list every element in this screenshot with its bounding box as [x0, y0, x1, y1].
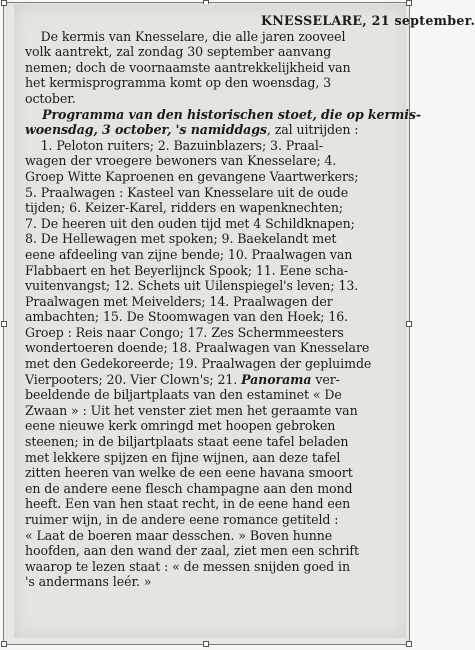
text-run: met lekkere spijzen en fijne wijnen, aan deze tafel [25, 449, 341, 465]
text-run: en de andere eene flesch champagne aan den mond [25, 480, 353, 496]
text-run: Vierpooters; 20. Vier Clown's; 21. [25, 371, 242, 387]
text-run: Panorama [241, 371, 312, 387]
article-line [25, 481, 399, 497]
text-run: ver- [311, 371, 340, 387]
resize-handle-top-right[interactable] [406, 0, 412, 6]
text-run: tijden; 6. Keizer-Karel, ridders en wapenknechten; [25, 200, 344, 216]
article-line [25, 434, 399, 450]
article-headline [25, 13, 475, 29]
article-line [25, 247, 399, 263]
resize-handle-bottom-left[interactable] [1, 641, 7, 647]
text-run: wagen der vroegere bewoners van Knesselare; 4. [25, 153, 337, 169]
text-run: 7. De heeren uit den ouden tijd met 4 Schildknapen; [25, 215, 355, 231]
article-line [25, 574, 399, 590]
text-run: nemen; doch de voornaamste aantrekkelijkheid van [25, 59, 351, 75]
article-line [25, 356, 399, 372]
text-run: 8. De Hellewagen met spoken; 9. Baekelandt met [25, 231, 337, 247]
article-line [25, 496, 399, 512]
text-run: ruimer wijn, in de andere eene romance getiteld : [25, 512, 339, 527]
article-line [25, 91, 399, 107]
text-run: woensdag, 3 october, 's namiddags [25, 122, 267, 138]
article-line [25, 465, 399, 481]
article-line [25, 29, 399, 45]
text-run: waarop te lezen staat : « de messen snijden goed in [25, 558, 350, 574]
text-run: vuitenvangst; 12. Schets uit Uilenspiegel's leven; 13. [25, 278, 359, 294]
article-line [25, 216, 399, 232]
article-line [25, 44, 399, 60]
article-line [25, 138, 399, 154]
text-run: eene nieuwe kerk omringd met hoopen gebroken [25, 418, 336, 434]
article-line [25, 200, 399, 216]
text-run: ambachten; 15. De Stoomwagen van den Hoek; 16. [25, 309, 349, 325]
text-run: 1. Peloton ruiters; 2. Bazuinblazers; 3. Praal- [25, 137, 323, 153]
text-run: Praalwagen met Meivelders; 14. Praalwagen der [25, 293, 333, 309]
article-line [25, 231, 399, 247]
article-line [25, 325, 399, 341]
text-run: , zal uitrijden : [266, 122, 359, 138]
text-run: Groep Witte Kaproenen en gevangene Vaartwerkers; [25, 168, 359, 184]
article-line [25, 294, 399, 310]
text-run: zitten heeren van welke de een eene havana smoort [25, 465, 353, 481]
resize-handle-middle-right[interactable] [406, 321, 412, 327]
article-line [25, 75, 399, 91]
text-run: met den Gedekoreerde; 19. Praalwagen der gepluimde [25, 356, 372, 372]
article-line [25, 372, 399, 388]
article-line [25, 418, 399, 434]
newspaper-clipping [14, 4, 475, 638]
resize-handle-middle-left[interactable] [1, 321, 7, 327]
resize-handle-bottom-middle[interactable] [203, 641, 209, 647]
text-run: october. [25, 90, 76, 106]
text-run: 5. Praalwagen : Kasteel van Knesselare uit de oude [25, 184, 349, 200]
text-run: Programma van den historischen stoet, die op kermis- [25, 106, 422, 122]
article-line [25, 512, 399, 528]
article-body [25, 13, 475, 590]
text-run: wondertoeren doende; 18. Praalwagen van Knesselare [25, 340, 370, 356]
text-run: KNESSELARE, 21 september. [261, 13, 475, 28]
resize-handle-top-left[interactable] [1, 0, 7, 6]
text-run: Zwaan » : Uit het venster ziet men het geraamte van [25, 402, 358, 418]
text-run: eene afdeeling van zijne bende; 10. Praalwagen van [25, 246, 353, 262]
article-line [25, 340, 399, 356]
text-run: beeldende de biljartplaats van den estaminet « De [25, 387, 342, 403]
text-run: volk aantrekt, zal zondag 30 september aanvang [25, 44, 332, 60]
article-line [25, 278, 399, 294]
text-run: « Laat de boeren maar desschen. » Boven hunne [25, 527, 333, 543]
text-run: De kermis van Knesselare, die alle jaren zooveel [25, 28, 346, 44]
article-line [25, 543, 399, 559]
article-line [25, 528, 399, 544]
article-line [25, 450, 399, 466]
article-line [25, 106, 422, 123]
article-line [25, 559, 399, 575]
resize-handle-bottom-right[interactable] [406, 641, 412, 647]
article-line [25, 185, 399, 201]
article-line [25, 387, 399, 403]
article-line [25, 403, 399, 419]
text-run: heeft. Een van hen staat recht, in de eene hand een [25, 496, 351, 512]
article-line [25, 60, 399, 76]
article-line [25, 263, 399, 279]
text-run: Flabbaert en het Beyerlijnck Spook; 11. Eene scha- [25, 262, 349, 278]
text-run: 's andermans leér. » [25, 574, 152, 590]
text-run: steenen; in de biljartplaats staat eene tafel beladen [25, 434, 349, 450]
text-run: Groep : Reis naar Congo; 17. Zes Schermmeesters [25, 324, 344, 340]
text-run: hoofden, aan den wand der zaal, ziet men een schrift [25, 543, 359, 559]
text-run: het kermisprogramma komt op den woensdag, 3 [25, 75, 332, 91]
article-line [25, 309, 399, 325]
article-line [25, 169, 399, 185]
article-line [25, 153, 399, 169]
article-line [25, 122, 399, 138]
